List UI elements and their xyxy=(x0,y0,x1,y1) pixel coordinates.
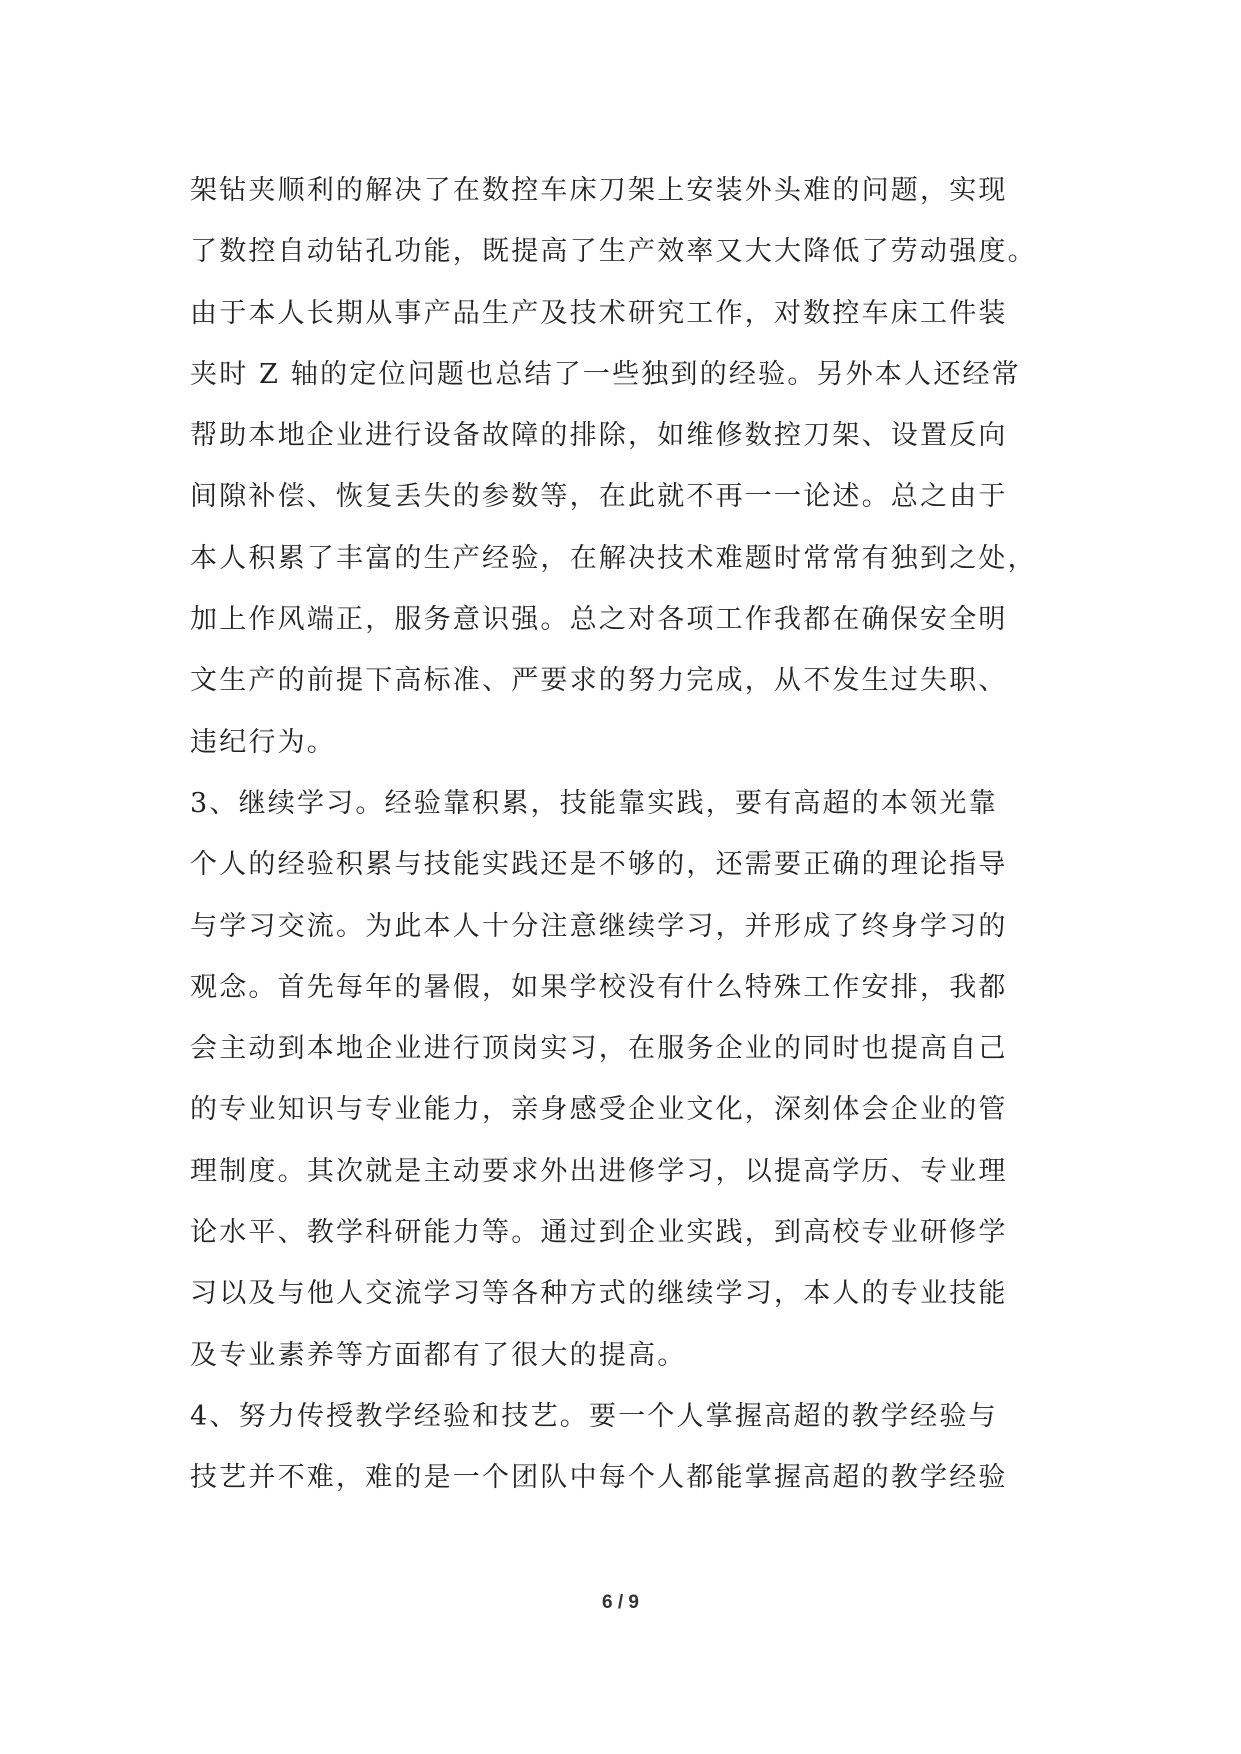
text-line: 习以及与他人交流学习等各种方式的继续学习，本人的专业技能 xyxy=(190,1278,1008,1310)
text-line: 帮助本地企业进行设备故障的排除，如维修数控刀架、设置反向 xyxy=(190,420,1008,452)
text-line: 的专业知识与专业能力，亲身感受企业文化，深刻体会企业的管 xyxy=(190,1094,1008,1126)
text-line: 加上作风端正，服务意识强。总之对各项工作我都在确保安全明 xyxy=(190,604,1008,636)
page-number: 6 / 9 xyxy=(602,1592,639,1613)
section-heading-line: 3、继续学习。经验靠积累，技能靠实践，要有高超的本领光靠 xyxy=(190,787,998,819)
text-line: 个人的经验积累与技能实践还是不够的，还需要正确的理论指导 xyxy=(190,849,1008,881)
text-line: 间隙补偿、恢复丢失的参数等，在此就不再一一论述。总之由于 xyxy=(190,481,1008,513)
text-line: 违纪行为。 xyxy=(190,726,336,758)
text-line: 观念。首先每年的暑假，如果学校没有什么特殊工作安排，我都 xyxy=(190,971,1008,1003)
body-text xyxy=(190,160,1090,1509)
section-heading-line: 4、努力传授教学经验和技艺。要一个人掌握高超的教学经验与 xyxy=(190,1400,998,1432)
text-line: 会主动到本地企业进行顶岗实习，在服务企业的同时也提高自己 xyxy=(190,1033,1008,1065)
text-line: 及专业素养等方面都有了很大的提高。 xyxy=(190,1339,687,1371)
text-line: 本人积累了丰富的生产经验，在解决技术难题时常常有独到之处， xyxy=(190,542,1037,574)
text-line: 了数控自动钻孔功能，既提高了生产效率又大大降低了劳动强度。 xyxy=(190,236,1037,268)
text-line: 由于本人长期从事产品生产及技术研究工作，对数控车床工件装 xyxy=(190,297,1008,329)
text-line: 与学习交流。为此本人十分注意继续学习，并形成了终身学习的 xyxy=(190,910,1008,942)
text-line: 理制度。其次就是主动要求外出进修学习，以提高学历、专业理 xyxy=(190,1155,1008,1187)
text-line: 文生产的前提下高标准、严要求的努力完成，从不发生过失职、 xyxy=(190,665,1008,697)
text-line: 论水平、教学科研能力等。通过到企业实践，到高校专业研修学 xyxy=(190,1217,1008,1249)
text-line: 技艺并不难，难的是一个团队中每个人都能掌握高超的教学经验 xyxy=(190,1462,1008,1494)
text-line: 夹时 Z 轴的定位问题也总结了一些独到的经验。另外本人还经常 xyxy=(190,358,1021,390)
text-line: 架钻夹顺利的解决了在数控车床刀架上安装外头难的问题，实现 xyxy=(190,175,1008,206)
